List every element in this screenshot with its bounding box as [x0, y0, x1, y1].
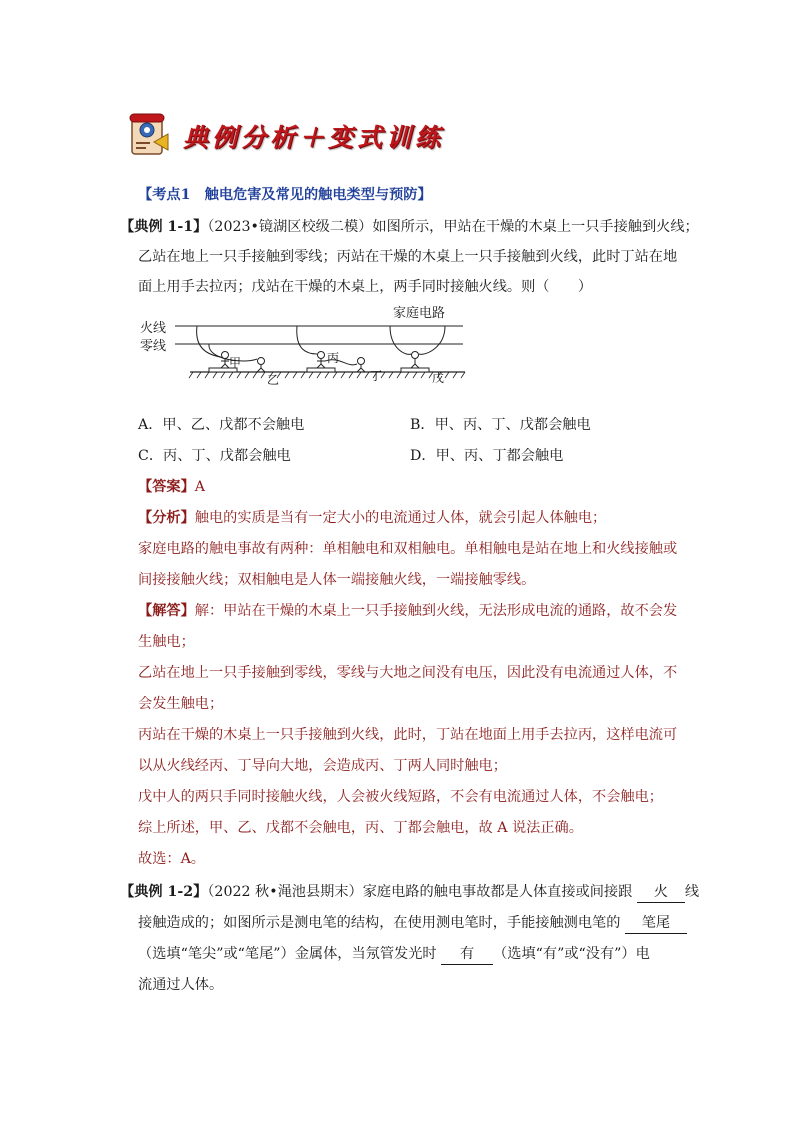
blank-3: 有 [441, 944, 493, 965]
analysis-line-1 [138, 508, 606, 528]
analysis-text-0: 触电的实质是当有一定大小的电流通过人体，就会引起人体触电； [194, 510, 607, 526]
kaodian-title: 触电危害及常见的触电类型与预防 [204, 187, 418, 203]
solution-tag: 【解答】 [138, 603, 195, 619]
q2-line-1 [120, 882, 699, 903]
analysis-tag: 【分析】 [138, 510, 195, 526]
answer-line [138, 477, 205, 497]
label-household-circuit: 家庭电路 [393, 306, 446, 321]
q2-line-2 [138, 913, 687, 934]
banner-title: 典例分析＋变式训练 [183, 123, 445, 152]
q2-text-1-end: 线 [684, 884, 700, 900]
solution-line-8: 综上所述，甲、乙、戊都不会触电，丙、丁都会触电，故 A 说法正确。 [138, 820, 583, 836]
blank-1: 火 [637, 882, 685, 903]
label-yi: 乙 [267, 373, 280, 387]
answer-tag: 【答案】 [138, 479, 195, 495]
q2-line-4: 流通过人体。 [138, 977, 224, 993]
q1-source: （2023•镜湖区校级二模） [207, 219, 373, 235]
answer-value: A [194, 479, 206, 495]
solution-line-3: 乙站在地上一只手接触到零线，零线与大地之间没有电压，因此没有电流通过人体，不 [138, 665, 678, 681]
solution-line-7: 戊中人的两只手同时接触火线，人会被火线短路，不会有电流通过人体，不会触电； [138, 789, 663, 805]
person-wu [390, 326, 445, 372]
q2-text-1: 家庭电路的触电事故都是人体直接或间接跟 [362, 884, 633, 900]
q2-text-3-end: （选填“有”或“没有”）电 [493, 946, 650, 962]
kaodian-close: 】 [417, 187, 432, 203]
label-live-wire: 火线 [140, 321, 167, 336]
q2-source: （2022 秋•渑池县期末） [207, 884, 363, 900]
q2-text-2: 接触造成的；如图所示是测电笔的结构，在使用测电笔时，手能接触测电笔的 [138, 915, 621, 931]
solution-line-6: 以从火线经丙、丁导向大地，会造成丙、丁两人同时触电； [138, 758, 507, 774]
q1-text-0: 如图所示，甲站在干燥的木桌上一只手接触到火线； [372, 219, 699, 235]
label-bing: 丙 [327, 351, 340, 365]
solution-line-9: 故选：A。 [138, 851, 205, 867]
blank-2: 笔尾 [625, 913, 687, 934]
q1-line-3: 面上用手去拉丙；戊站在干燥的木桌上，两手同时接触火线。则（ ） [138, 279, 593, 295]
analysis-line-2: 家庭电路的触电事故有两种：单相触电和双相触电。单相触电是站在地上和火线接触或 [138, 541, 678, 557]
label-wu: 戊 [432, 371, 445, 385]
q2-tag: 【典例 1-2】 [120, 884, 208, 900]
label-neutral-wire: 零线 [140, 339, 167, 354]
kaodian-num: 1 [180, 187, 191, 203]
solution-line-1 [138, 601, 677, 621]
label-ding: 丁 [370, 369, 383, 383]
option-b: B．甲、丙、丁、戊都会触电 [410, 417, 591, 433]
kaodian-heading [138, 185, 432, 205]
option-d: D．甲、丙、丁都会触电 [410, 448, 564, 464]
label-jia: 甲 [229, 356, 242, 370]
q2-line-3 [138, 944, 650, 965]
option-a: A．甲、乙、戊都不会触电 [138, 417, 305, 433]
solution-text-first: 解：甲站在干燥的木桌上一只手接触到火线，无法形成电流的通路，故不会发 [194, 603, 678, 619]
analysis-line-3: 间接接触火线；双相触电是人体一端接触火线，一端接触零线。 [138, 572, 536, 588]
option-c: C．丙、丁、戊都会触电 [138, 448, 291, 464]
solution-line-2: 生触电； [138, 634, 195, 650]
q1-line-1 [120, 217, 699, 237]
kaodian-open: 【考点 [138, 187, 181, 203]
banner-icon [128, 112, 172, 158]
circuit-figure [135, 302, 475, 387]
solution-line-5: 丙站在干燥的木桌上一只手接触到火线，此时，丁站在地面上用手去拉丙，这样电流可 [138, 727, 678, 743]
q1-line-2: 乙站在地上一只手接触到零线；丙站在干燥的木桌上一只手接触到火线，此时丁站在地 [138, 249, 678, 265]
q2-text-3: （选填“笔尖”或“笔尾”）金属体，当氖管发光时 [138, 946, 437, 962]
q1-tag: 【典例 1-1】 [120, 219, 208, 235]
solution-line-4: 会发生触电； [138, 696, 224, 712]
